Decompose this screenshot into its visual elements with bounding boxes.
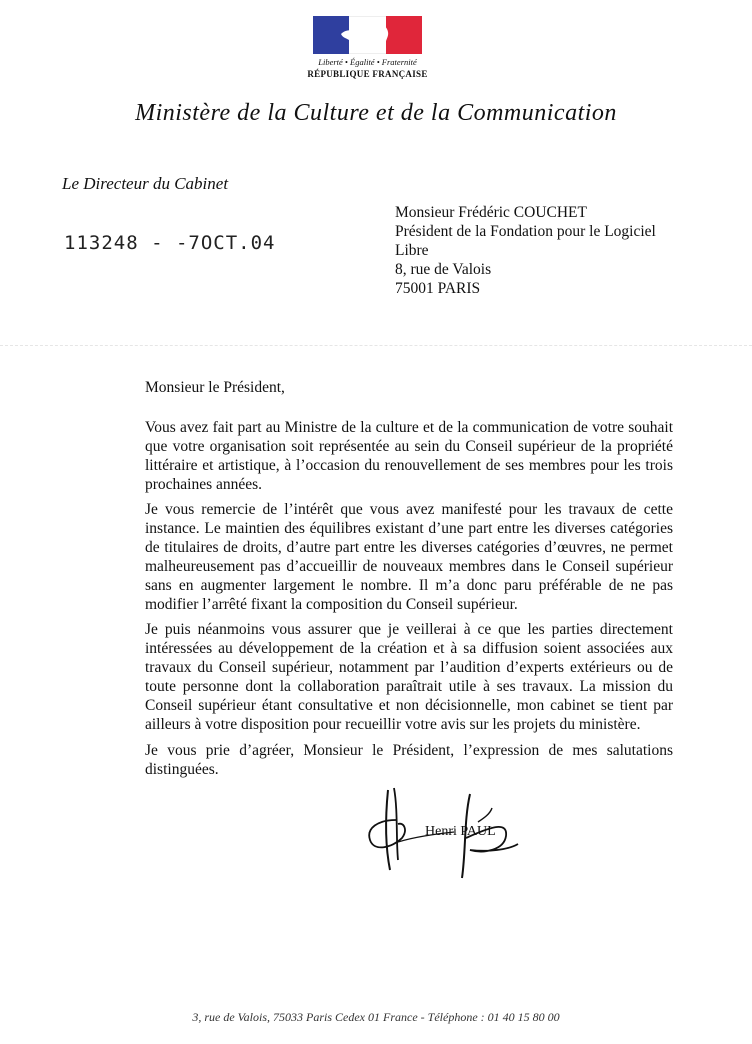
recipient-line: Président de la Fondation pour le Logiciel bbox=[395, 223, 656, 240]
salutation: Monsieur le Président, bbox=[145, 379, 285, 396]
recipient-address bbox=[395, 203, 656, 298]
letter-paragraph: Je vous remercie de l’intérêt que vous avez manifesté pour les travaux de cette instance. Le maintien des équilibres existant d’une part entre les diverses catégories de titulaires de droits, d’autre part entre les diverses catégories d’œuvres, ne permet malheureusement pas d’accueillir de nouveaux membres dans le Conseil supérieur sans en augmenter largement le nombre. Il m’a donc paru préférable de ne pas modifier l’arrêté fixant la composition du Conseil supérieur. bbox=[145, 501, 673, 613]
letter-paragraph: Vous avez fait part au Ministre de la culture et de la communication de votre souhait que votre organisation soit représentée au sein du Conseil supérieur de la propriété littéraire et artistique, à l’occasion du renouvellement de ses membres pour les trois prochaines années. bbox=[145, 419, 673, 493]
reference-stamp: 113248 - -7OCT.04 bbox=[64, 232, 276, 254]
recipient-line: 75001 PARIS bbox=[395, 280, 481, 297]
republic-motto: Liberté • Égalité • Fraternité bbox=[318, 57, 417, 67]
ministry-title: Ministère de la Culture et de la Communication bbox=[135, 100, 617, 126]
fold-line bbox=[0, 345, 752, 346]
recipient-line: 8, rue de Valois bbox=[395, 261, 492, 278]
marianne-logo-icon bbox=[333, 20, 403, 54]
footer-address: 3, rue de Valois, 75033 Paris Cedex 01 France - Téléphone : 01 40 15 80 00 bbox=[192, 1010, 560, 1024]
letter-paragraph: Je puis néanmoins vous assurer que je veillerai à ce que les parties directement intéressées au développement de la création et à sa diffusion soient associées aux travaux du Conseil supérieur, notamment par l’audition d’experts extérieurs ou de toute personne dont la collaboration paraîtrait utile à ses travaux. La mission du Conseil supérieur étant consultative et non décisionnelle, mon cabinet se tient par ailleurs à votre disposition pour recueillir votre avis sur les projets du ministère. bbox=[145, 621, 673, 733]
recipient-line: Monsieur Frédéric COUCHET bbox=[395, 204, 587, 221]
republic-name: RÉPUBLIQUE FRANÇAISE bbox=[307, 69, 428, 79]
recipient-line: Libre bbox=[395, 242, 429, 259]
signatory-name: Henri PAUL bbox=[425, 824, 496, 839]
letter-paragraph: Je vous prie d’agréer, Monsieur le Président, l’expression de mes salutations distinguées. bbox=[145, 742, 673, 778]
director-title: Le Directeur du Cabinet bbox=[62, 174, 229, 193]
